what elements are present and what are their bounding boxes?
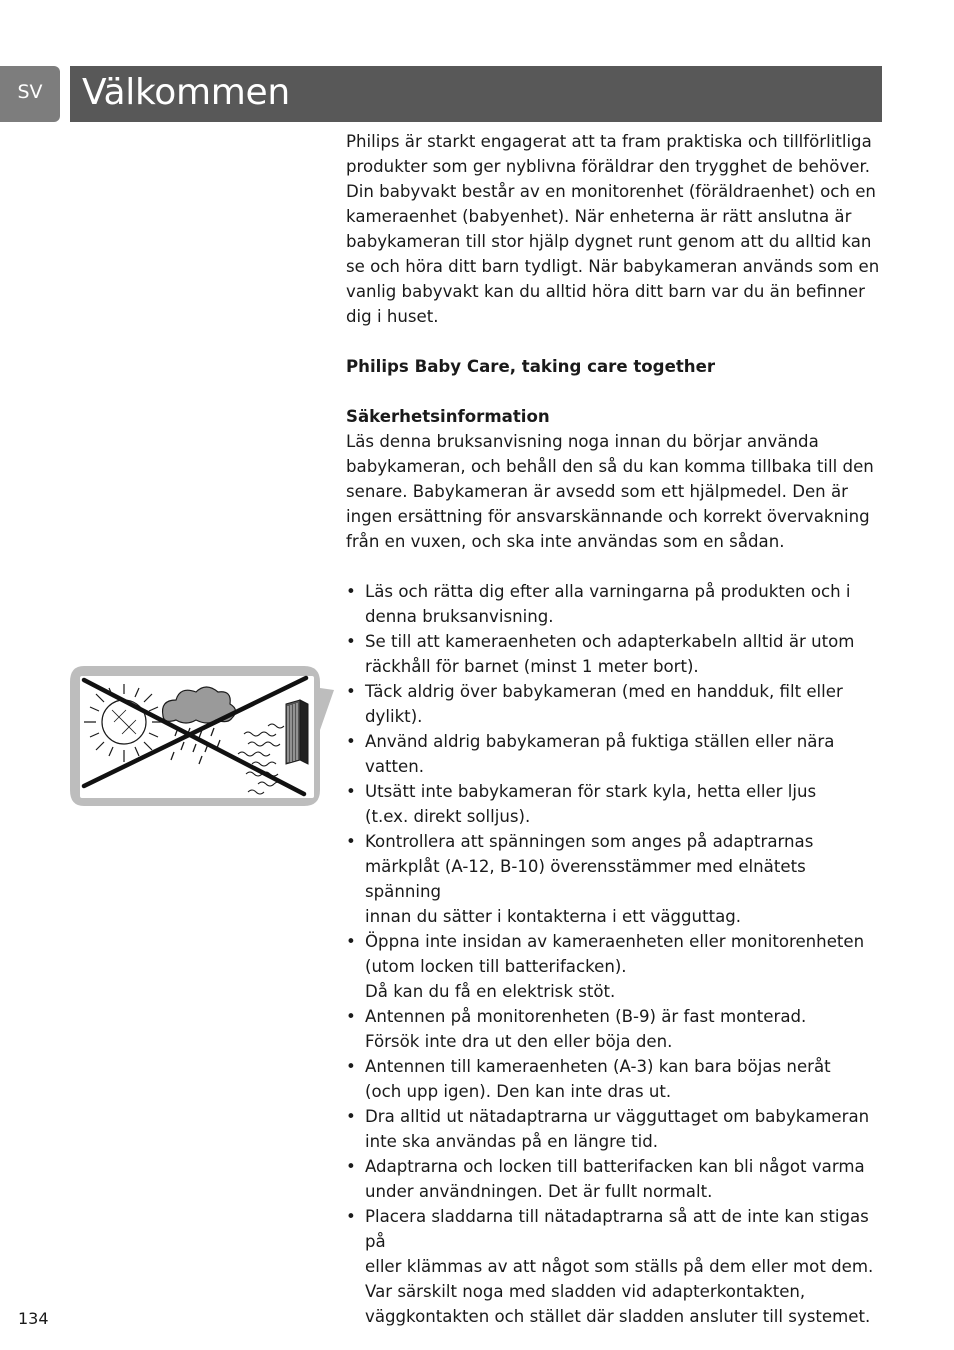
safety-line: Läs denna bruksanvisning noga innan du börjar använda [346, 432, 819, 451]
bullet-item [346, 1004, 886, 1054]
bullet-item [346, 579, 886, 629]
bullet-line: Täck aldrig över babykameran (med en handduk, filt eller [365, 682, 843, 701]
bullet-line: (och upp igen). Den kan inte dras ut. [365, 1082, 672, 1101]
bullet-line: Antennen på monitorenheten (B-9) är fast monterad. [365, 1007, 807, 1026]
intro-paragraph [346, 129, 886, 329]
bullet-line: Adaptrarna och locken till batterifacken kan bli något varma [365, 1157, 865, 1176]
bullet-item [346, 929, 886, 1004]
bullet-item [346, 679, 886, 729]
bullet-line: under användningen. Det är fullt normalt. [365, 1182, 713, 1201]
slogan: Philips Baby Care, taking care together [346, 357, 716, 376]
bullet-line: Placera sladdarna till nätadaptrarna så att de inte kan stigas på [365, 1207, 869, 1251]
intro-line: Philips är starkt engagerat att ta fram praktiska och tillförlitliga [346, 132, 872, 151]
bullet-item [346, 729, 886, 779]
safety-line: ingen ersättning för ansvarskännande och korrekt övervakning [346, 507, 870, 526]
bullet-line: Var särskilt noga med sladden vid adapterkontakten, [365, 1282, 806, 1301]
title-bar [70, 66, 882, 122]
intro-line: se och höra ditt barn tydligt. När babykameran används som en [346, 257, 880, 276]
bullet-line: Försök inte dra ut den eller böja den. [365, 1032, 673, 1051]
intro-line: Din babyvakt består av en monitorenhet (föräldraenhet) och en [346, 182, 876, 201]
bullet-line: Då kan du få en elektrisk stöt. [365, 982, 616, 1001]
page-number: 134 [18, 1309, 49, 1328]
bullet-line: inte ska användas på en längre tid. [365, 1132, 659, 1151]
bullet-line: Kontrollera att spänningen som anges på adaptrarnas [365, 832, 814, 851]
bullet-item [346, 629, 886, 679]
bullet-item [346, 1154, 886, 1204]
bullet-line: Utsätt inte babykameran för stark kyla, hetta eller ljus [365, 782, 817, 801]
bullet-line: Öppna inte insidan av kameraenheten eller monitorenheten [365, 932, 865, 951]
bullet-line: (t.ex. direkt solljus). [365, 807, 531, 826]
language-tab [0, 66, 60, 122]
bullet-line: Använd aldrig babykameran på fuktiga ställen eller nära [365, 732, 835, 751]
warning-illustration [68, 664, 334, 808]
bullet-item [346, 779, 886, 829]
intro-line: vanlig babyvakt kan du alltid höra ditt barn var du än befinner [346, 282, 865, 301]
bullet-item [346, 1104, 886, 1154]
bullet-line: innan du sätter i kontakterna i ett vägguttag. [365, 907, 742, 926]
bullet-line: märkplåt (A-12, B-10) överensstämmer med elnätets spänning [365, 857, 806, 901]
safety-line: babykameran, och behåll den så du kan komma tillbaka till den [346, 457, 874, 476]
bullet-line: Läs och rätta dig efter alla varningarna på produkten och i [365, 582, 851, 601]
page-title: Välkommen [82, 72, 290, 113]
bullet-line: eller klämmas av att något som ställs på dem eller mot dem. [365, 1257, 874, 1276]
bullet-line: dylikt). [365, 707, 423, 726]
bullet-item [346, 1054, 886, 1104]
bullet-line: räckhåll för barnet (minst 1 meter bort). [365, 657, 699, 676]
safety-line: senare. Babykameran är avsedd som ett hjälpmedel. Den är [346, 482, 848, 501]
safety-bullet-list [346, 579, 886, 1329]
bullet-line: (utom locken till batterifacken). [365, 957, 627, 976]
main-content [346, 129, 886, 1329]
bullet-item [346, 1204, 886, 1329]
no-sun-rain-heat-icon [68, 664, 334, 808]
bullet-line: vatten. [365, 757, 425, 776]
safety-line: från en vuxen, och ska inte användas som en sådan. [346, 532, 785, 551]
safety-paragraph [346, 429, 886, 554]
bullet-line: Dra alltid ut nätadaptrarna ur vägguttaget om babykameran [365, 1107, 870, 1126]
bullet-line: Antennen till kameraenheten (A-3) kan bara böjas neråt [365, 1057, 831, 1076]
intro-line: produkter som ger nyblivna föräldrar den trygghet de behöver. [346, 157, 871, 176]
intro-line: kameraenhet (babyenhet). När enheterna är rätt anslutna är [346, 207, 852, 226]
bullet-item [346, 829, 886, 929]
intro-line: babykameran till stor hjälp dygnet runt genom att du alltid kan [346, 232, 872, 251]
intro-line: dig i huset. [346, 307, 439, 326]
safety-heading: Säkerhetsinformation [346, 407, 550, 426]
bullet-line: väggkontakten och stället där sladden ansluter till systemet. [365, 1307, 871, 1326]
bullet-line: Se till att kameraenheten och adapterkabeln alltid är utom [365, 632, 855, 651]
bullet-line: denna bruksanvisning. [365, 607, 554, 626]
language-code: SV [17, 80, 43, 103]
